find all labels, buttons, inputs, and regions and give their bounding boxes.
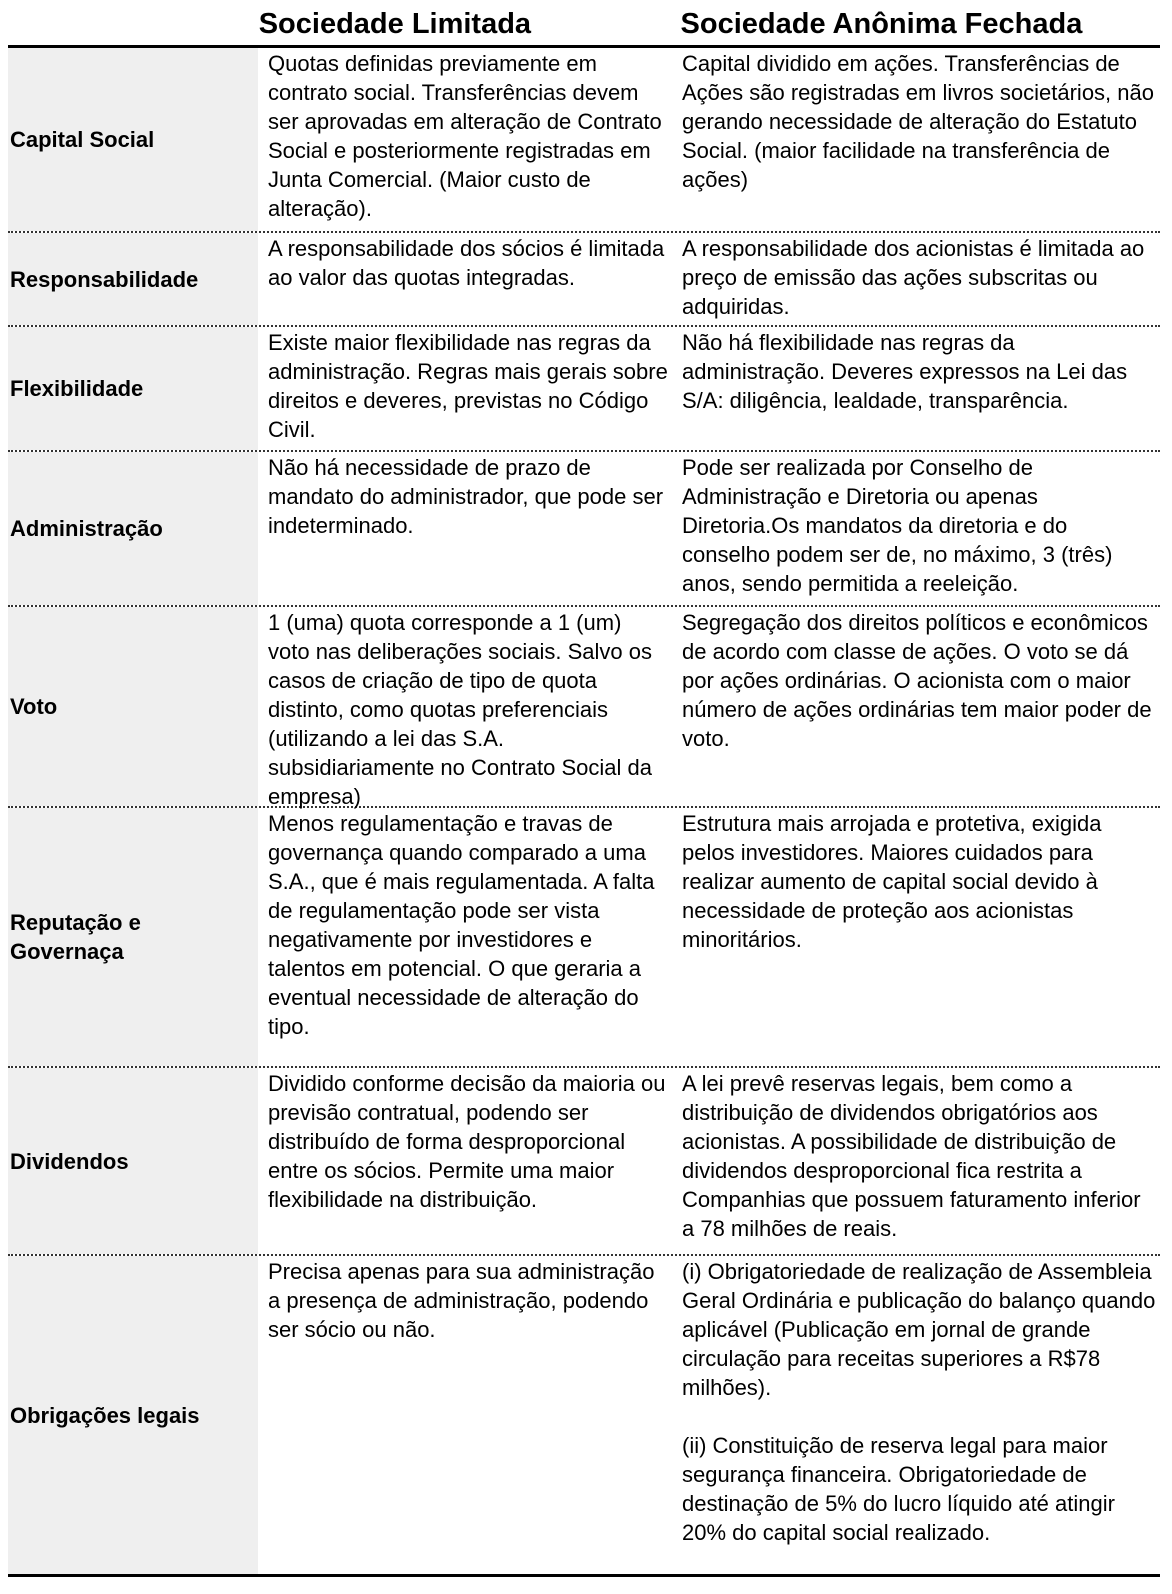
row-capital-social [8,48,1160,233]
row-label: Capital Social [8,48,258,231]
row-voto [8,607,1160,808]
ltda-cell: Menos regulamentação e travas de governança quando comparado a uma S.A., que é mais regulamentada. A falta de regulamentação pode ser vista negativamente por investidores e talentos em potencial. O que geraria a eventual necessidade de alteração do tipo. [268,811,655,1039]
row-responsabilidade [8,233,1160,327]
table-header [8,0,1160,48]
row-reputacao-governanca [8,808,1160,1068]
ltda-cell: Quotas definidas previamente em contrato social. Transferências devem ser aprovadas em alteração de Contrato Social e posteriormente registradas em Junta Comercial. (Maior custo de alteração). [268,51,662,221]
header-sociedade-anonima-fechada: Sociedade Anônima Fechada [680,8,1083,40]
header-spacer [8,0,257,45]
sa-cell: Pode ser realizada por Conselho de Administração e Diretoria ou apenas Diretoria.Os mandatos da diretoria e do conselho podem ser de, no máximo, 3 (três) anos, sendo permitida a reeleição. [682,455,1113,596]
row-label: Reputação e Governaça [8,808,258,1066]
ltda-cell: 1 (uma) quota corresponde a 1 (um) voto nas deliberações sociais. Salvo os casos de criação de tipo de quota distinto, como quotas preferenciais (utilizando a lei das S.A. subsidiariamente no Contrato Social da empresa) [268,610,653,809]
sa-cell: (i) Obrigatoriedade de realização de Assembleia Geral Ordinária e publicação do balanço quando aplicável (Publicação em jornal de grande circulação para receitas superiores a R$78 milhões). (ii) Constituição de reserva legal para maior segurança financeira. Obrigatoriedade de destinação de 5% do lucro líquido até atingir 20% do capital social realizado. [682,1259,1156,1545]
header-sociedade-limitada: Sociedade Limitada [258,8,532,40]
ltda-cell: Precisa apenas para sua administração a presença de administração, podendo ser sócio ou não. [268,1259,655,1342]
row-label: Obrigações legais [8,1256,258,1574]
sa-cell: Não há flexibilidade nas regras da administração. Deveres expressos na Lei das S/A: diligência, lealdade, transparência. [682,330,1128,413]
row-label: Responsabilidade [8,233,258,325]
sa-cell: A lei prevê reservas legais, bem como a distribuição de dividendos obrigatórios aos acionistas. A possibilidade de distribuição de dividendos desproporcional fica restrita a Companhias que possuem faturamento inferior a 78 milhões de reais. [682,1071,1141,1241]
row-dividendos [8,1068,1160,1256]
sa-cell: Segregação dos direitos políticos e econômicos de acordo com classe de ações. O voto se dá por ações ordinárias. O acionista com o maior número de ações ordinárias tem maior poder de voto. [682,610,1152,751]
sa-cell: A responsabilidade dos acionistas é limitada ao preço de emissão das ações subscritas ou adquiridas. [682,236,1145,319]
ltda-cell: Não há necessidade de prazo de mandato do administrador, que pode ser indeterminado. [268,455,664,538]
sa-cell: Capital dividido em ações. Transferências de Ações são registradas em livros societários, não gerando necessidade de alteração do Estatuto Social. (maior facilidade na transferência de ações) [682,51,1154,192]
row-administracao [8,452,1160,607]
ltda-cell: A responsabilidade dos sócios é limitada ao valor das quotas integradas. [268,236,665,290]
ltda-cell: Existe maior flexibilidade nas regras da administração. Regras mais gerais sobre direitos e deveres, previstas no Código Civil. [268,330,668,442]
row-label: Flexibilidade [8,327,258,450]
row-label: Voto [8,607,258,806]
ltda-cell: Dividido conforme decisão da maioria ou previsão contratual, podendo ser distribuído de forma desproporcional entre os sócios. Permite uma maior flexibilidade na distribuição. [268,1071,666,1212]
row-label: Administração [8,452,258,605]
row-label: Dividendos [8,1068,258,1254]
sa-cell: Estrutura mais arrojada e protetiva, exigida pelos investidores. Maiores cuidados para realizar aumento de capital social devido à necessidade de proteção aos acionistas minoritários. [682,811,1102,952]
row-flexibilidade [8,327,1160,452]
comparison-table [8,0,1160,1577]
row-obrigacoes-legais [8,1256,1160,1577]
